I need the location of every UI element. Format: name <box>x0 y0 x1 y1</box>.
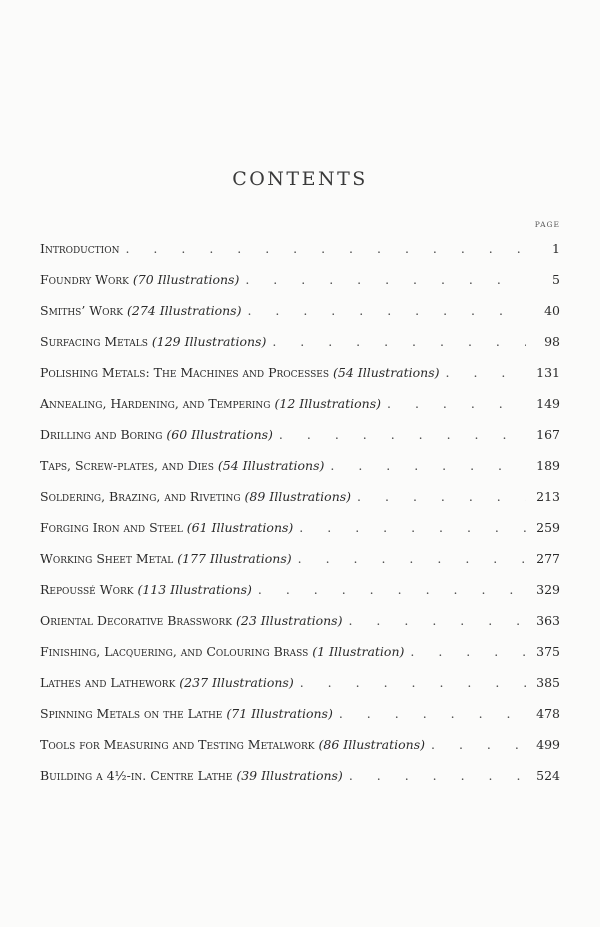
toc-entry-page-number: 98 <box>544 334 560 349</box>
toc-entry-title-group <box>40 396 381 412</box>
toc-entry-title-group <box>40 458 324 474</box>
toc-entry-page-number: 499 <box>536 737 560 752</box>
toc-entry-page-number: 259 <box>536 520 560 535</box>
toc-entry-title: Oriental Decorative Brasswork <box>40 613 232 628</box>
toc-entry-page-number: 363 <box>536 613 560 628</box>
toc-entry-page-number: 385 <box>536 675 560 690</box>
table-of-contents <box>40 226 560 784</box>
toc-entry-page-number: 131 <box>536 365 560 380</box>
toc-entry-page-number: 524 <box>536 768 560 783</box>
toc-entry-title-group <box>40 737 425 753</box>
toc-entry <box>40 691 560 722</box>
toc-entry <box>40 257 560 288</box>
dot-leader <box>410 644 526 660</box>
toc-entry-title-group <box>40 582 252 598</box>
toc-entry-title-group <box>40 241 119 257</box>
toc-entry-illustrations: (113 Illustrations) <box>137 582 252 597</box>
toc-entry-page-number: 213 <box>536 489 560 504</box>
toc-entry-page-number: 478 <box>536 706 560 721</box>
toc-entry-illustrations: (129 Illustrations) <box>151 334 267 349</box>
toc-entry-title: Polishing Metals: The Machines and Processes <box>40 365 330 380</box>
toc-entry-title: Tools for Measuring and Testing Metalwork <box>40 737 315 752</box>
toc-entry <box>40 288 560 319</box>
toc-entry-illustrations: (54 Illustrations) <box>333 365 440 380</box>
toc-entry-title-group <box>40 427 273 443</box>
dot-leader <box>245 272 526 288</box>
toc-entry-title: Building a 4½-in. Centre Lathe <box>40 768 233 783</box>
dot-leader <box>357 489 526 505</box>
dot-leader <box>446 365 526 381</box>
contents-heading: CONTENTS <box>232 168 368 190</box>
toc-entry-title: Smiths’ Work <box>40 303 124 318</box>
toc-entry-illustrations: (39 Illustrations) <box>236 768 343 783</box>
dot-leader <box>387 396 526 412</box>
toc-entry-title: Drilling and Boring <box>40 427 163 442</box>
toc-entry-page-number: 189 <box>536 458 560 473</box>
toc-entry-illustrations: (177 Illustrations) <box>177 551 292 566</box>
toc-entry-page-number: 375 <box>536 644 560 659</box>
toc-entry-illustrations: (70 Illustrations) <box>132 272 240 287</box>
toc-entry-illustrations: (86 Illustrations) <box>318 737 425 752</box>
toc-entry-title-group <box>40 303 241 319</box>
dot-leader <box>279 427 526 443</box>
toc-entry-illustrations: (12 Illustrations) <box>274 396 381 411</box>
toc-entry-illustrations: (1 Illustration) <box>312 644 405 659</box>
toc-entry <box>40 567 560 598</box>
toc-entry-title-group <box>40 706 333 722</box>
dot-leader <box>258 582 526 598</box>
toc-entry-title-group <box>40 644 404 660</box>
toc-entry-title: Taps, Screw-plates, and Dies <box>40 458 214 473</box>
page-column-label: PAGE <box>534 220 560 229</box>
toc-entry-title-group <box>40 365 440 381</box>
toc-entry <box>40 505 560 536</box>
toc-entry-page-number: 149 <box>536 396 560 411</box>
toc-entry-title-group <box>40 334 266 350</box>
toc-entry-title: Soldering, Brazing, and Riveting <box>40 489 241 504</box>
toc-entry-title-group <box>40 551 292 567</box>
dot-leader <box>431 737 526 753</box>
toc-entry-title: Working Sheet Metal <box>40 551 174 566</box>
toc-entry-title: Forging Iron and Steel <box>40 520 183 535</box>
toc-entry <box>40 474 560 505</box>
toc-entry-illustrations: (61 Illustrations) <box>186 520 294 535</box>
dot-leader <box>348 613 526 629</box>
toc-entry-title: Annealing, Hardening, and Tempering <box>40 396 271 411</box>
toc-entry-page-number: 5 <box>552 272 560 287</box>
toc-entry-page-number: 1 <box>552 241 560 256</box>
toc-entry <box>40 753 560 784</box>
toc-entry <box>40 536 560 567</box>
toc-entry-page-number: 329 <box>536 582 560 597</box>
toc-entry-illustrations: (23 Illustrations) <box>235 613 343 628</box>
toc-entry-illustrations: (89 Illustrations) <box>244 489 352 504</box>
toc-entry-illustrations: (237 Illustrations) <box>179 675 294 690</box>
toc-entry-illustrations: (71 Illustrations) <box>226 706 333 721</box>
dot-leader <box>339 706 526 722</box>
toc-entry-title: Surfacing Metals <box>40 334 148 349</box>
toc-entry-title: Finishing, Lacquering, and Colouring Brass <box>40 644 309 659</box>
toc-entry <box>40 226 560 257</box>
toc-entry-title: Spinning Metals on the Lathe <box>40 706 223 721</box>
toc-entry <box>40 319 560 350</box>
toc-entry-title-group <box>40 768 343 784</box>
toc-entry-title: Introduction <box>40 241 120 256</box>
toc-entry <box>40 381 560 412</box>
toc-entry-page-number: 40 <box>544 303 560 318</box>
toc-entry-title-group <box>40 613 342 629</box>
toc-entry <box>40 722 560 753</box>
toc-entry <box>40 660 560 691</box>
dot-leader <box>300 675 526 691</box>
toc-entry <box>40 629 560 660</box>
toc-entry <box>40 412 560 443</box>
toc-entry <box>40 598 560 629</box>
toc-entry-page-number: 277 <box>536 551 560 566</box>
toc-entry-title-group <box>40 520 293 536</box>
dot-leader <box>247 303 526 319</box>
toc-entry-title-group <box>40 489 351 505</box>
dot-leader <box>272 334 526 350</box>
toc-entry-title: Repoussé Work <box>40 582 134 597</box>
toc-entry-title: Lathes and Lathework <box>40 675 176 690</box>
toc-entry-illustrations: (274 Illustrations) <box>127 303 242 318</box>
dot-leader <box>125 241 526 257</box>
toc-entry-title: Foundry Work <box>40 272 129 287</box>
toc-entry-illustrations: (54 Illustrations) <box>217 458 325 473</box>
dot-leader <box>298 551 526 567</box>
dot-leader <box>299 520 526 536</box>
toc-entry-title-group <box>40 675 294 691</box>
dot-leader <box>330 458 526 474</box>
toc-entry-title-group <box>40 272 239 288</box>
toc-entry-illustrations: (60 Illustrations) <box>166 427 273 442</box>
toc-entry <box>40 350 560 381</box>
dot-leader <box>349 768 526 784</box>
toc-entry <box>40 443 560 474</box>
toc-entry-page-number: 167 <box>536 427 560 442</box>
